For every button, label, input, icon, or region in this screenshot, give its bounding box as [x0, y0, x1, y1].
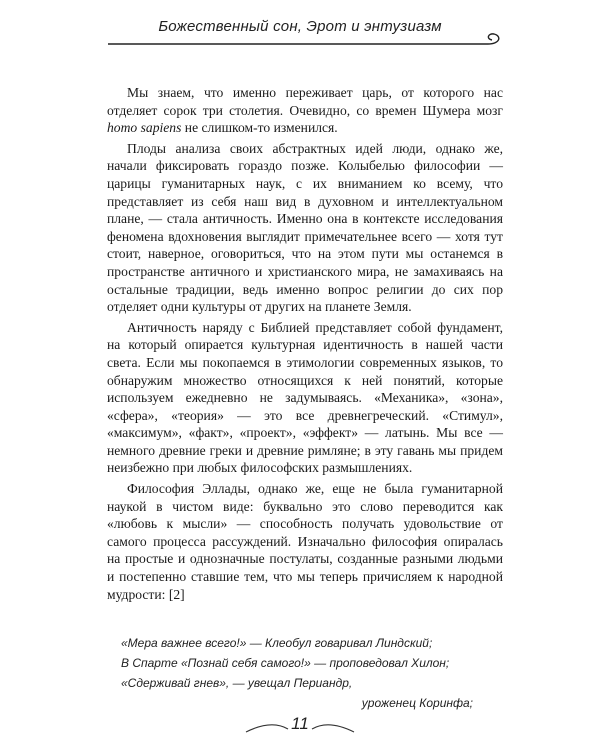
- main-text: [107, 84, 503, 606]
- italic-term: homo sapiens: [107, 120, 182, 136]
- page-number: 11: [291, 714, 309, 733]
- paragraph-3: Античность наряду с Библией представляет собой фундамент, на который опирается культурная идентичность в нашей части света. Если мы покопаемся в этимологии современных языков, то обнаружим множество относящихся к ней понятий, которые используем ежедневно не задумываясь. «Механика», «зона», «сфера», «теория» — это все древнегреческий. «Стимул», «максимум», «факт», «проект», «эффект» — латынь. Мы все — немного древние греки и древние римляне; в эту гавань мы придем неизбежно при любых философских размышлениях.: [107, 319, 503, 476]
- paragraph-2: Плоды анализа своих абстрактных идей люди, однако же, начали фиксировать гораздо позже. Колыбелью философии — царицы гуманитарных наук, с их вниманием ко всему, что представляет из себя наш вид в духовном и интеллектуальном плане, — стала античность. Именно она в контексте исследования феномена вдохновения выглядит примечательнее всего — хотя тут стоит, наверное, оговориться, что на этом пути мы останемся в пространстве античного и христианского мира, не замахиваясь на остальные традиции, ведь именно вопрос религии до сих пор отделяет одни культуры от других на планете Земля.: [107, 140, 503, 315]
- poem-line: «Мера важнее всего!» — Клеобул говаривал Линдский;: [121, 636, 433, 650]
- paragraph-1-text: Мы знаем, что именно переживает царь, от которого нас отделяет сорок три столетия. Очевидно, со времен Шумера мозг: [107, 85, 503, 118]
- paragraph-1: [107, 84, 503, 137]
- poem-line: «Сдерживай гнев», — увещал Периандр,: [121, 676, 353, 690]
- poem-line: уроженец Коринфа;: [361, 696, 473, 710]
- paragraph-4: Философия Эллады, однако же, еще не была гуманитарной наукой в чистом виде: буквально это слово переводится как «любовь к мысли» — способность получать удовольствие от самого процесса рассуждений. Изначально философия опиралась на простые и однозначные постулаты, созданные разными людьми и постепенно ставшие тем, что мы теперь причисляем к народной мудрости: [2]: [107, 481, 503, 602]
- running-header: [0, 8, 600, 48]
- page-footer: [0, 712, 600, 742]
- running-title: Божественный сон, Эрот и энтузиазм: [158, 18, 442, 35]
- poem-quote: [121, 633, 501, 713]
- paragraph-1-text-end: не слишком-то изменился.: [181, 120, 338, 136]
- poem-line: В Спарте «Познай себя самого!» — проповедовал Хилон;: [121, 656, 450, 670]
